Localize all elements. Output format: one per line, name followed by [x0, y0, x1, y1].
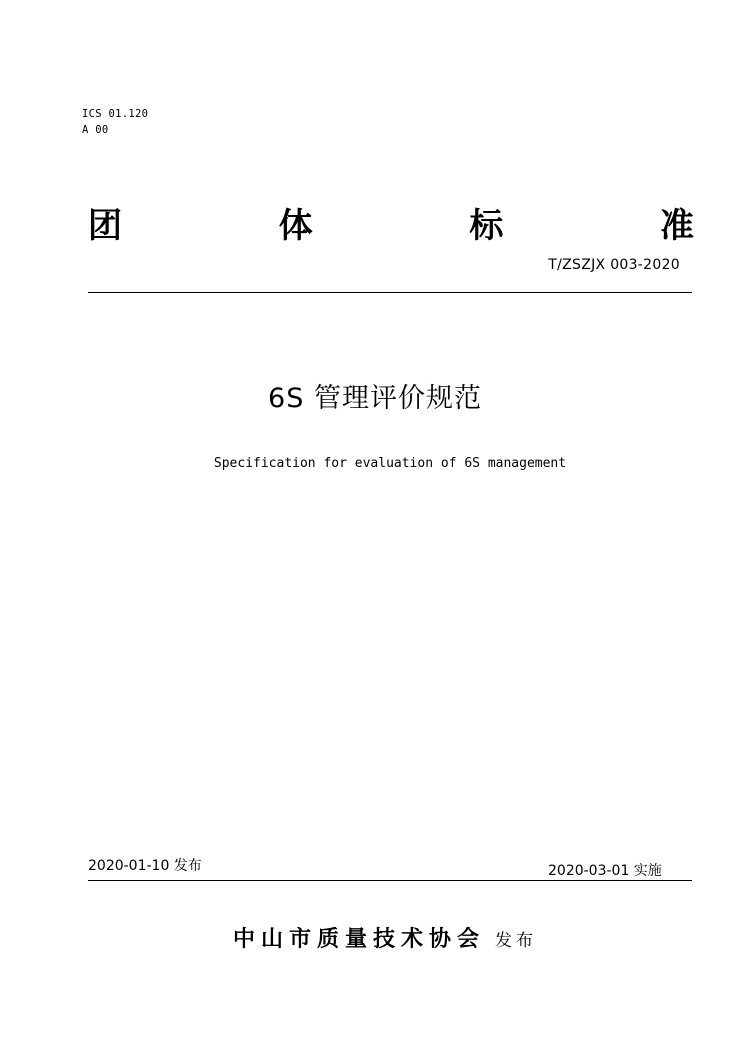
classification-codes [82, 106, 148, 138]
implementation-date: 2020-03-01 实施 [548, 863, 662, 879]
document-title-chinese: 6S 管理评价规范 [268, 383, 482, 414]
ccs-code: A 00 [82, 124, 109, 136]
publish-label: 发布 [495, 931, 537, 951]
standard-number: T/ZSZJX 003-2020 [548, 257, 680, 273]
document-title-english: Specification for evaluation of 6S management [213, 456, 567, 471]
standard-type-char-2: 体 [278, 206, 313, 246]
standard-type-char-4: 准 [659, 206, 694, 246]
ics-code: ICS 01.120 [82, 108, 149, 120]
publisher-line [0, 922, 750, 953]
issue-date: 2020-01-10 发布 [88, 858, 202, 874]
standard-type-char-1: 团 [88, 206, 122, 246]
publisher-organization: 中山市质量技术协会 [232, 926, 485, 952]
standard-type-char-3: 标 [469, 206, 504, 246]
footer-divider [88, 880, 692, 881]
standard-type-heading [88, 196, 694, 256]
header-divider [88, 292, 692, 293]
